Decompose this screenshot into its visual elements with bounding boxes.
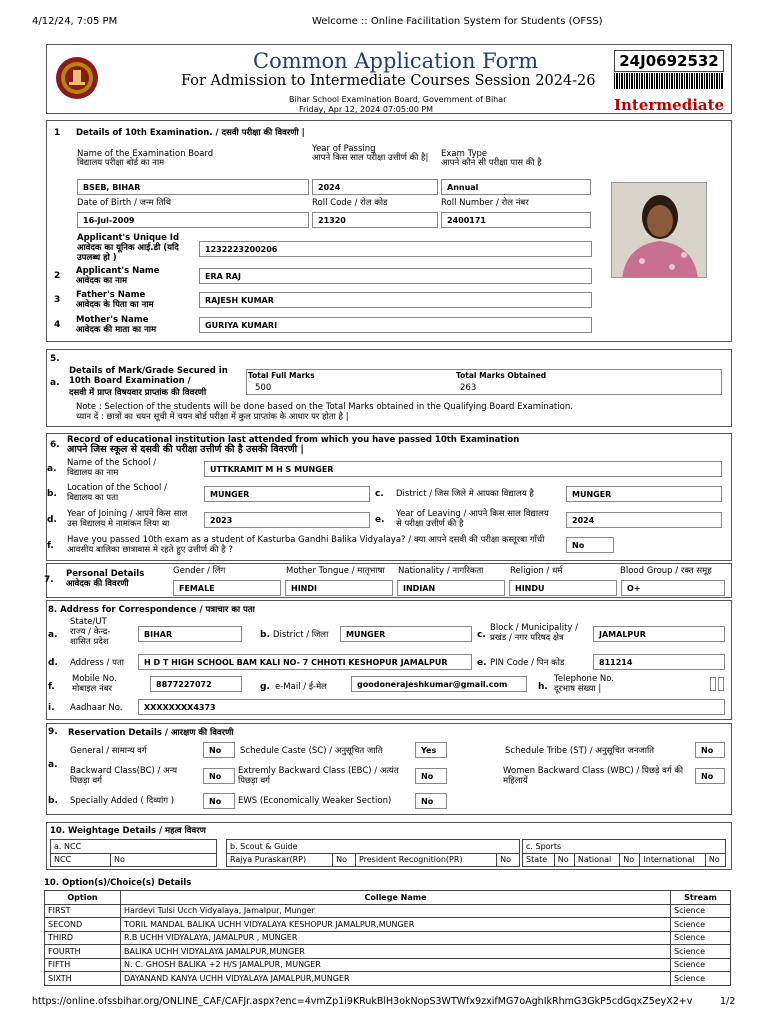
section-9-heading: Reservation Details / आरक्षण की विवरणी bbox=[68, 728, 234, 738]
wbc-value: No bbox=[695, 768, 725, 784]
district-label: District / जिला bbox=[273, 630, 329, 640]
gender-label: Gender / लिंग bbox=[173, 566, 226, 576]
option-option: FOURTH bbox=[45, 945, 121, 959]
kgbv-label: Have you passed 10th exam as a student of Kasturba Gandhi Balika Vidyalaya? / क्या आपने दसवी की परीक्षा कस्तूरबा गाँधी bbox=[67, 535, 545, 545]
religion-value: HINDU bbox=[509, 580, 617, 596]
telephone-box-1 bbox=[710, 677, 716, 691]
level-label: Intermediate bbox=[614, 96, 725, 114]
ebc-value: No bbox=[415, 768, 447, 784]
kgbv-label-hi: आवसीय बालिका छात्रावास मे रहते हुए उत्तीर्ण की है ? bbox=[67, 545, 233, 555]
option-college: N. C. GHOSH BALIKA +2 H/S JAMALPUR, MUNGER bbox=[121, 958, 671, 972]
obtained-marks-label: Total Marks Obtained bbox=[456, 371, 547, 380]
option-option: THIRD bbox=[45, 931, 121, 945]
state-value: BIHAR bbox=[138, 626, 242, 642]
rp-value: No bbox=[333, 853, 356, 867]
option-stream: Science bbox=[671, 972, 731, 986]
leaving-year-label: Year of Leaving / आपने किस साल विद्यालय bbox=[396, 509, 549, 519]
school-label-hi: विद्यालय का नाम bbox=[67, 468, 119, 478]
leaving-year-value: 2024 bbox=[566, 512, 722, 528]
board-name: Bihar School Examination Board, Government of Bihar bbox=[289, 95, 507, 104]
district-value: MUNGER bbox=[340, 626, 472, 642]
dob-value: 16-Jul-2009 bbox=[77, 212, 309, 228]
option-college: BALIKA UCHH VIDYALAYA JAMALPUR,MUNGER bbox=[121, 945, 671, 959]
form-subtitle: For Admission to Intermediate Courses Session 2024-26 bbox=[181, 73, 596, 89]
option-stream: Science bbox=[671, 945, 731, 959]
section-4-number: 4 bbox=[54, 320, 61, 330]
location-label: Location of the School / bbox=[67, 483, 167, 493]
section-6-b: b. bbox=[47, 489, 57, 499]
section-9-b: b. bbox=[48, 796, 58, 806]
block-label: Block / Municipality / bbox=[490, 623, 579, 633]
section-8-b: b. bbox=[260, 630, 270, 640]
exam-value: Annual bbox=[441, 179, 591, 195]
rollno-value: 2400171 bbox=[441, 212, 591, 228]
exam-label: Exam Type bbox=[441, 149, 488, 159]
year-value: 2024 bbox=[312, 179, 438, 195]
page-number: 1/2 bbox=[720, 996, 736, 1007]
rollcode-value: 21320 bbox=[312, 212, 438, 228]
telephone-label-hi: दूरभाष संख्या | bbox=[554, 684, 602, 694]
personal-details-label: Personal Details bbox=[66, 569, 145, 579]
ncc-table bbox=[50, 839, 217, 867]
section-8-heading: 8. Address for Correspondence / पत्राचार का पता bbox=[48, 605, 255, 615]
ews-label: EWS (Economically Weaker Section) bbox=[238, 796, 392, 806]
table-row bbox=[45, 945, 731, 959]
application-id: 24J0692532 bbox=[614, 50, 724, 72]
ncc-head: a. NCC bbox=[51, 840, 217, 854]
table-row bbox=[45, 918, 731, 932]
section-9-number: 9. bbox=[48, 727, 58, 737]
options-heading: 10. Option(s)/Choice(s) Details bbox=[44, 878, 192, 888]
blood-group-label: Blood Group / रक्त समूह bbox=[620, 566, 712, 576]
school-label: Name of the School / bbox=[67, 458, 157, 468]
national-label: National bbox=[574, 853, 619, 867]
email-label: e-Mail / ई-मेल bbox=[275, 682, 327, 692]
applicant-name-label: Applicant's Name bbox=[76, 266, 160, 276]
mobile-label-hi: मोबाइल नंबर bbox=[72, 684, 113, 694]
applicant-name-label-hi: आवेदक का नाम bbox=[76, 276, 128, 286]
full-marks-value: 500 bbox=[255, 383, 272, 393]
board-value: BSEB, BIHAR bbox=[77, 179, 309, 195]
personal-details-label-hi: आवेदक की विवरणी bbox=[66, 579, 129, 589]
telephone-label: Telephone No. bbox=[554, 674, 614, 684]
father-name-label: Father's Name bbox=[76, 290, 146, 300]
school-value: UTTKRAMIT M H S MUNGER bbox=[204, 461, 722, 477]
sc-label: Schedule Caste (SC) / अनुसूचित जाति bbox=[240, 746, 383, 756]
section-6-a: a. bbox=[47, 464, 57, 474]
school-district-label: District / जिस जिले मे आपका विद्यालय है bbox=[396, 489, 534, 499]
sports-head: c. Sports bbox=[523, 840, 726, 854]
uid-label-hi: आवेदक का यूनिक आई.डी (यदि उपलब्ध हो ) bbox=[77, 243, 179, 263]
options-table bbox=[44, 890, 731, 986]
option-college: TORIL MANDAL BALIKA UCHH VIDYALAYA KESHOPUR JAMALPUR,MUNGER bbox=[121, 918, 671, 932]
section-5-number: 5. bbox=[50, 354, 60, 364]
section-8-g: g. bbox=[260, 682, 270, 692]
pr-label: President Recognition(PR) bbox=[355, 853, 496, 867]
section-8-e: e. bbox=[477, 658, 487, 668]
option-stream: Science bbox=[671, 958, 731, 972]
ncc-value: No bbox=[111, 853, 217, 867]
location-label-hi: विद्यालय का पता bbox=[67, 493, 119, 503]
table-row bbox=[45, 931, 731, 945]
selection-note: Note : Selection of the students will be done based on the Total Marks obtained in the Qualifying Board Examination. bbox=[76, 402, 573, 412]
table-row bbox=[45, 904, 731, 918]
option-college: DAYANAND KANYA UCHH VIDYALAYA JAMALPUR,MUNGER bbox=[121, 972, 671, 986]
section-3-number: 3 bbox=[54, 295, 61, 305]
table-row bbox=[45, 972, 731, 986]
block-label-hi: प्रखंड / नगर परिषद क्षेत्र bbox=[490, 633, 564, 643]
section-6-heading-hi: आपने जिस स्कूल से दसवी की परीक्षा उत्तीर्ण की है उसकी विवरणी | bbox=[67, 444, 304, 455]
page-url: https://online.ofssbihar.org/ONLINE_CAF/CAFJr.aspx?enc=4vmZp1i9KRukBlH3okNopS3WTWfx9zxifMG7oAghIkRhmG3GkP5cdGqxZ5eyX2+v bbox=[32, 996, 693, 1007]
aadhaar-value: XXXXXXXX4373 bbox=[138, 699, 725, 715]
section-8-i: i. bbox=[48, 703, 55, 713]
nationality-value: INDIAN bbox=[397, 580, 505, 596]
sc-value: Yes bbox=[415, 742, 447, 758]
ebc-label-hi: पिछड़ा वर्ग bbox=[238, 776, 270, 786]
state-label-hi: राज्य / केन्द्र- bbox=[70, 627, 111, 637]
bc-label: Backward Class(BC) / अन्य bbox=[70, 766, 178, 776]
ews-value: No bbox=[415, 793, 447, 809]
option-option: FIFTH bbox=[45, 958, 121, 972]
general-label: General / सामान्य वर्ग bbox=[70, 746, 147, 756]
year-label: Year of Passing bbox=[312, 144, 376, 154]
option-option: FIRST bbox=[45, 904, 121, 918]
section-2-number: 2 bbox=[54, 271, 61, 281]
father-name-label-hi: आवेदक के पिता का नाम bbox=[76, 300, 154, 310]
st-label: Schedule Tribe (ST) / अनुसूचित जनजाति bbox=[505, 746, 655, 756]
rollcode-label: Roll Code / रोल कोड bbox=[312, 198, 388, 208]
address-value: H D T HIGH SCHOOL BAM KALI NO- 7 CHHOTI KESHOPUR JAMALPUR bbox=[138, 654, 472, 670]
aadhaar-label: Aadhaar No. bbox=[70, 703, 123, 713]
nationality-label: Nationality / नागरिकता bbox=[398, 566, 484, 576]
pin-value: 811214 bbox=[593, 654, 725, 670]
weightage-heading: 10. Weightage Details / महत्व विवरण bbox=[50, 826, 206, 836]
barcode bbox=[614, 73, 724, 89]
section-8-a: a. bbox=[48, 630, 58, 640]
section-6-d: d. bbox=[47, 515, 57, 525]
section-5-a: a. bbox=[50, 378, 60, 388]
ebc-label: Extremly Backward Class (EBC) / अत्यंत bbox=[238, 766, 399, 776]
religion-label: Religion / धर्म bbox=[510, 566, 563, 576]
state-sports-value: No bbox=[554, 853, 574, 867]
mother-name-label: Mother's Name bbox=[76, 315, 149, 325]
form-date: Friday, Apr 12, 2024 07:05:00 PM bbox=[299, 105, 434, 114]
kgbv-value: No bbox=[566, 537, 614, 553]
board-label: Name of the Examination Board bbox=[77, 149, 214, 159]
option-stream: Science bbox=[671, 904, 731, 918]
ncc-label: NCC bbox=[51, 853, 111, 867]
section-1-number: 1 bbox=[54, 128, 61, 138]
exam-label-hi: आपने कौन सी परीक्षा पास की है bbox=[441, 158, 542, 168]
state-label: State/UT bbox=[70, 617, 107, 627]
section-6-number: 6. bbox=[50, 440, 60, 450]
section-6-f: f. bbox=[47, 541, 54, 551]
mobile-label: Mobile No. bbox=[72, 674, 117, 684]
wbc-label-hi: महिलायें bbox=[503, 776, 528, 786]
selection-note-hi: ध्यान दें : छात्रों का चयन सूची में चयन बोर्ड परीक्षा में कुल प्राप्तांक के आधार पर होता है | bbox=[76, 412, 349, 422]
uid-value: 1232223200206 bbox=[199, 241, 592, 257]
option-stream: Science bbox=[671, 931, 731, 945]
option-college: Hardevi Tulsi Ucch Vidyalaya, Jamalpur, Munger bbox=[121, 904, 671, 918]
section-8-c: c. bbox=[477, 630, 486, 640]
applicant-name-value: ERA RAJ bbox=[199, 268, 592, 284]
joining-year-label: Year of Joining / आपने किस साल bbox=[67, 509, 188, 519]
form-title: Common Application Form bbox=[253, 49, 539, 73]
address-label: Address / पता bbox=[70, 658, 124, 668]
pin-label: PIN Code / पिन कोड bbox=[490, 658, 565, 668]
obtained-marks-value: 263 bbox=[460, 383, 477, 393]
section-6-heading: Record of educational institution last attended from which you have passed 10th Examination bbox=[67, 435, 520, 445]
full-marks-label: Total Full Marks bbox=[248, 371, 315, 380]
gender-value: FEMALE bbox=[173, 580, 281, 596]
applicant-photo bbox=[611, 182, 707, 278]
rollno-label: Roll Number / रोल नंबर bbox=[441, 198, 529, 208]
section-6-e: e. bbox=[375, 515, 385, 525]
marks-label-hi: दसवी में प्राप्त विषयवार प्राप्तांक की विवरणी bbox=[69, 388, 207, 398]
leaving-year-label-hi: से परीक्षा उत्तीर्ण की है bbox=[396, 519, 464, 529]
mother-name-value: GURIYA KUMARI bbox=[199, 317, 592, 333]
joining-year-value: 2023 bbox=[204, 512, 370, 528]
marks-label: Details of Mark/Grade Secured in 10th Board Examination / bbox=[69, 366, 228, 386]
section-9-a: a. bbox=[48, 760, 58, 770]
print-datetime: 4/12/24, 7:05 PM bbox=[32, 16, 118, 27]
section-8-h: h. bbox=[538, 682, 548, 692]
section-1-heading: Details of 10th Examination. / दसवी परीक्षा की विवरणी | bbox=[76, 128, 305, 138]
father-name-value: RAJESH KUMAR bbox=[199, 292, 592, 308]
school-district-value: MUNGER bbox=[566, 486, 722, 502]
option-option: SECOND bbox=[45, 918, 121, 932]
block-value: JAMALPUR bbox=[593, 626, 725, 642]
mother-name-label-hi: आवेदक की माता का नाम bbox=[76, 325, 157, 335]
specially-added-label: Specially Added ( दिव्यांग ) bbox=[70, 796, 175, 806]
scout-table bbox=[226, 839, 520, 867]
pr-value: No bbox=[497, 853, 520, 867]
option-college: R.B UCHH VIDYALAYA, JAMALPUR , MUNGER bbox=[121, 931, 671, 945]
sports-table bbox=[522, 839, 726, 867]
page-title: Welcome :: Online Facilitation System for Students (OFSS) bbox=[312, 16, 603, 27]
bseb-emblem-icon bbox=[55, 56, 99, 100]
st-value: No bbox=[695, 742, 725, 758]
location-value: MUNGER bbox=[204, 486, 370, 502]
international-value: No bbox=[705, 853, 725, 867]
dob-label: Date of Birth / जन्म तिथि bbox=[77, 198, 172, 208]
state-sports-label: State bbox=[523, 853, 555, 867]
specially-added-value: No bbox=[203, 793, 235, 809]
joining-year-label-hi: उस विद्यालय मे नामांकन लिया था bbox=[67, 519, 170, 529]
email-value: goodonerajeshkumar@gmail.com bbox=[351, 676, 527, 692]
wbc-label: Women Backward Class (WBC) / पिछड़े वर्ग की bbox=[503, 766, 684, 776]
scout-head: b. Scout & Guide bbox=[227, 840, 520, 854]
section-8-f: f. bbox=[48, 682, 55, 692]
telephone-box-2 bbox=[718, 677, 724, 691]
table-row bbox=[45, 958, 731, 972]
blood-group-value: O+ bbox=[621, 580, 725, 596]
col-stream: Stream bbox=[671, 891, 731, 905]
section-8-d: d. bbox=[48, 658, 58, 668]
option-option: SIXTH bbox=[45, 972, 121, 986]
state-label-hi2: शासित प्रदेश bbox=[70, 637, 109, 647]
mobile-value: 8877227072 bbox=[150, 676, 242, 692]
mother-tongue-value: HINDI bbox=[285, 580, 393, 596]
international-label: International bbox=[640, 853, 705, 867]
section-6-c: c. bbox=[375, 489, 384, 499]
section-7-number: 7. bbox=[44, 575, 54, 585]
year-label-hi: आपने किस साल परीक्षा उत्तीर्ण की है| bbox=[312, 153, 429, 163]
general-value: No bbox=[203, 742, 235, 758]
bc-label-hi: पिछड़ा वर्ग bbox=[70, 776, 102, 786]
col-option: Option bbox=[45, 891, 121, 905]
mother-tongue-label: Mother Tongue / मातृभाषा bbox=[286, 566, 385, 576]
uid-label: Applicant's Unique Id bbox=[77, 233, 180, 243]
option-stream: Science bbox=[671, 918, 731, 932]
board-label-hi: विद्यालय परीक्षा बोर्ड का नाम bbox=[77, 158, 165, 168]
col-college: College Name bbox=[121, 891, 671, 905]
bc-value: No bbox=[203, 768, 235, 784]
national-value: No bbox=[620, 853, 640, 867]
rp-label: Rajya Puraskar(RP) bbox=[227, 853, 333, 867]
